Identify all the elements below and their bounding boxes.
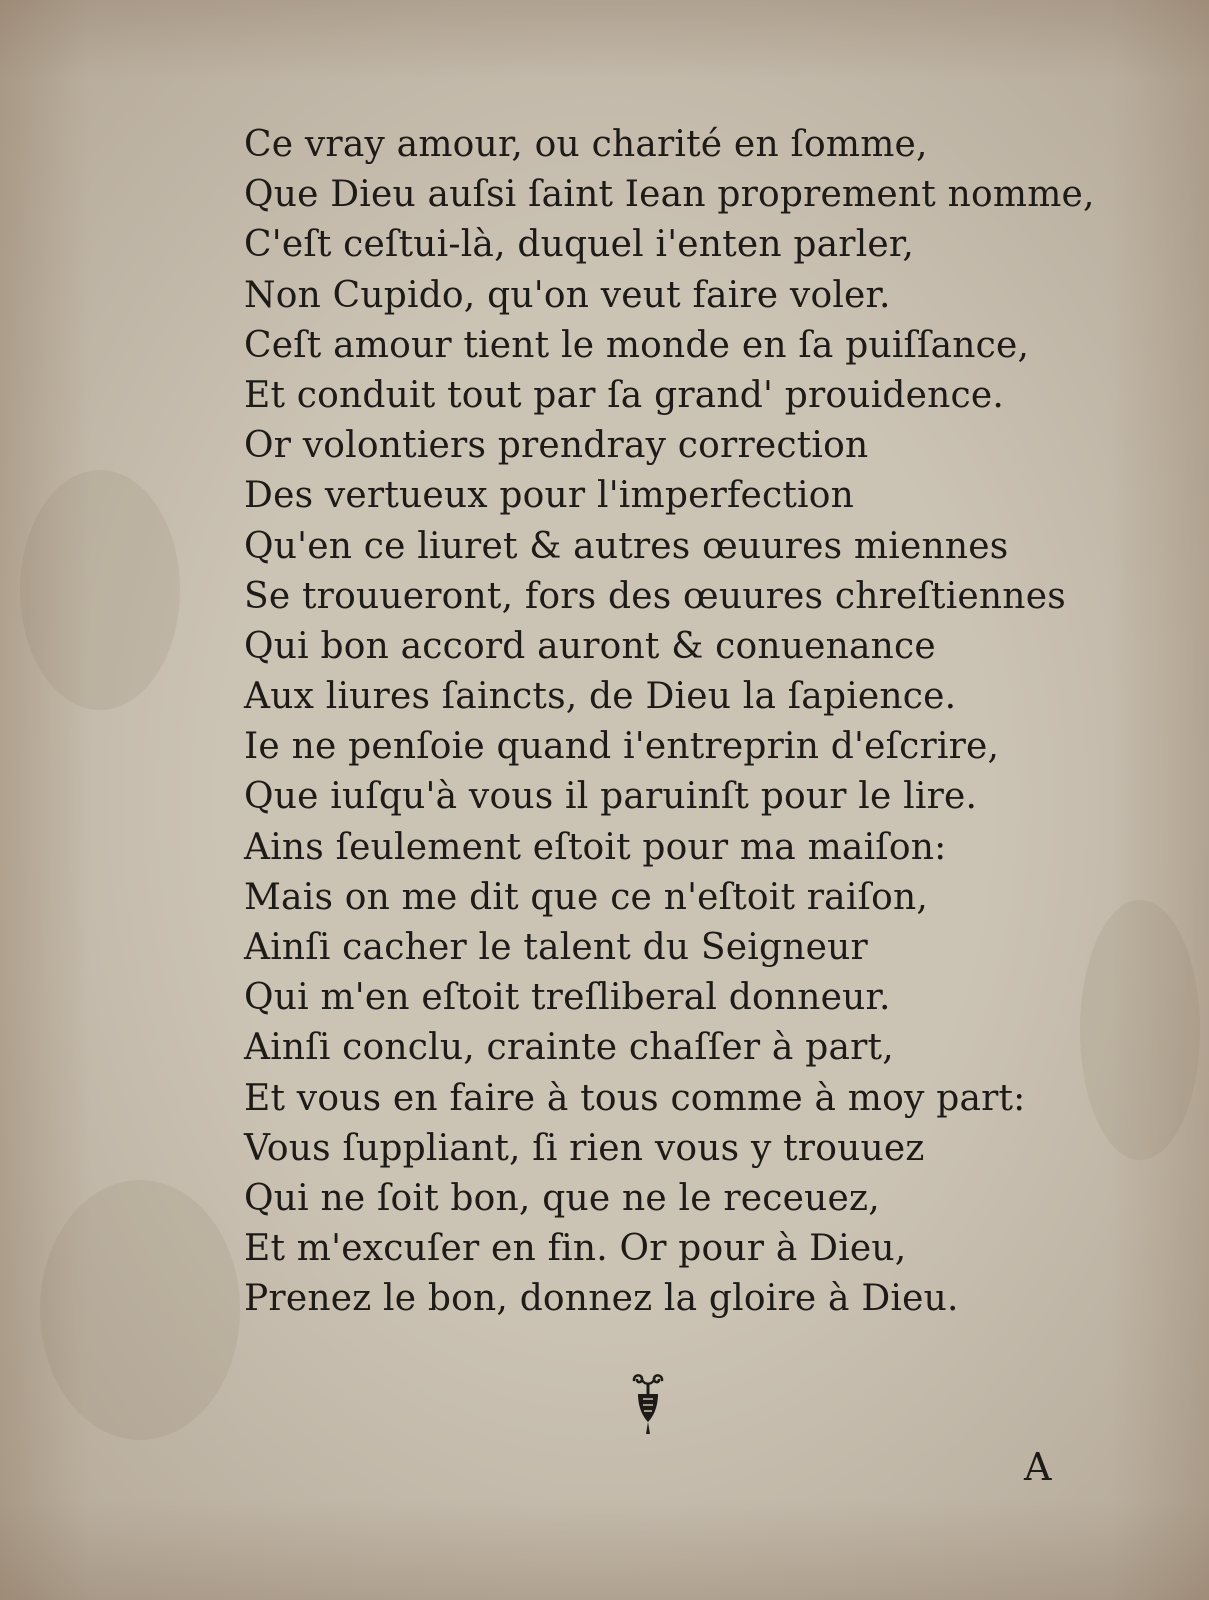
verse-line: Qu'en ce liuret & autres œuures miennes [244, 525, 1009, 567]
verse-line: Ie ne penſoie quand i'entreprin d'eſcrire, [244, 726, 1000, 768]
verse-line: Mais on me dit que ce n'eſtoit raiſon, [244, 876, 928, 918]
verse-line: Vous ſuppliant, ſi rien vous y trouuez [244, 1127, 925, 1169]
verse-line: Ainſi conclu, crainte chaſſer à part, [244, 1027, 894, 1069]
verse-line: Qui m'en eſtoit treſliberal donneur. [244, 977, 891, 1019]
verse-line: Prenez le bon, donnez la gloire à Dieu. [244, 1278, 959, 1320]
paper-stain [1080, 900, 1200, 1160]
verse-line: Que iuſqu'à vous il paruinſt pour le lire. [244, 776, 978, 818]
verse-line: Aux liures ſaincts, de Dieu la ſapience. [244, 676, 957, 718]
verse-line: Or volontiers prendray correction [244, 425, 869, 467]
verse-line: Ainſi cacher le talent du Seigneur [244, 927, 868, 968]
verse-line: C'eſt ceſtui-là, duquel i'enten parler, [244, 224, 915, 266]
verse-line: Qui ne ſoit bon, que ne le receuez, [244, 1177, 880, 1219]
verse-line: Et conduit tout par ſa grand' prouidence. [244, 374, 1005, 416]
verse-line: Ceſt amour tient le monde en ſa puiſſance, [244, 324, 1030, 366]
verse-line: Et vous en faire à tous comme à moy part: [244, 1077, 1026, 1119]
verse-line: Ce vray amour, ou charité en ſomme, [244, 124, 928, 165]
verse-line: Et m'excuſer en fin. Or pour à Dieu, [244, 1228, 907, 1270]
paper-stain [40, 1180, 240, 1440]
verse-line: Des vertueux pour l'imperfection [244, 475, 855, 517]
verse-line: Se trouueront, fors des œuures chreſtiennes [244, 575, 1066, 617]
poem-text [244, 120, 1095, 1325]
signature-mark: A [1024, 1445, 1052, 1489]
verse-line: Qui bon accord auront & conuenance [244, 625, 936, 667]
fleuron-ornament-icon [628, 1372, 668, 1438]
verse-line: Que Dieu auſsi ſaint Iean proprement nomme, [244, 174, 1095, 216]
paper-stain [20, 470, 180, 710]
verse-line: Non Cupido, qu'on veut faire voler. [244, 274, 891, 316]
verse-line: Ains ſeulement eſtoit pour ma maiſon: [244, 826, 947, 868]
